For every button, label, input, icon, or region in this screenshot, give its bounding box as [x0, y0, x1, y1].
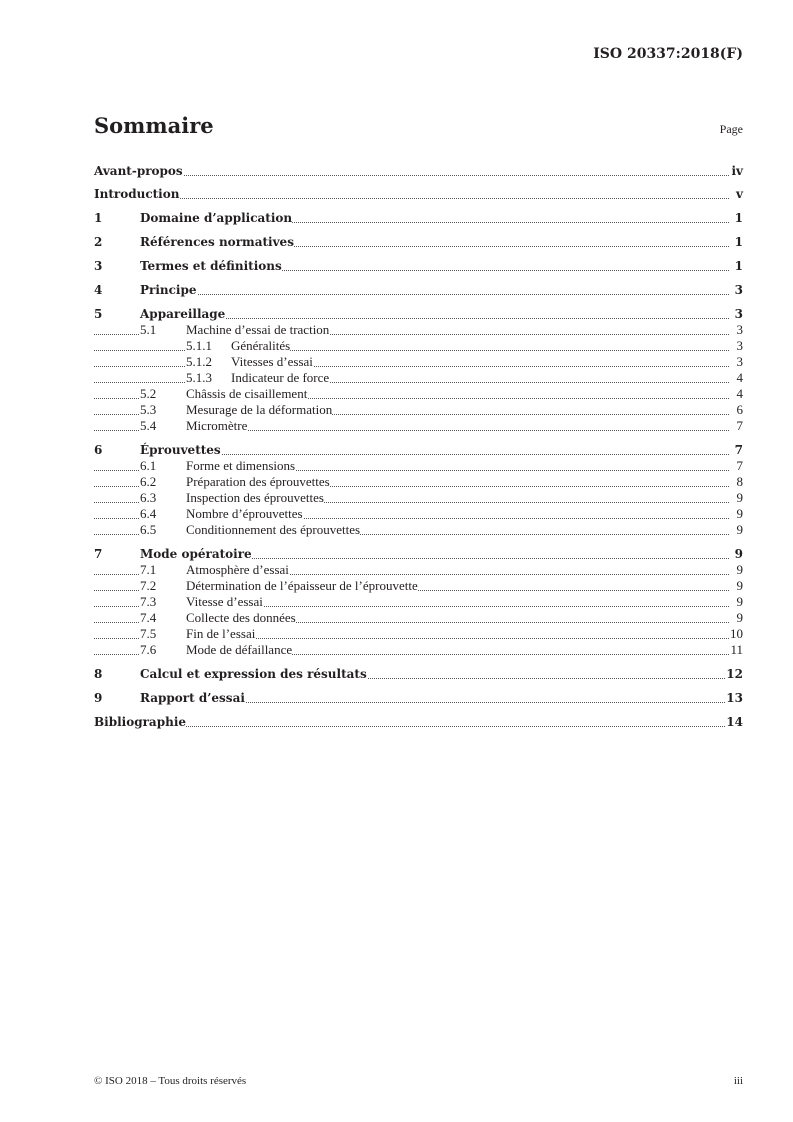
toc-entry-page: 3: [736, 338, 743, 353]
toc-entry-page: 13: [726, 691, 743, 705]
toc-entry-number: 7.6: [140, 642, 186, 658]
toc-entry-title: Références normatives: [140, 235, 294, 249]
toc-entry-title: Mode de défaillance: [186, 642, 293, 657]
toc-entry[interactable]: [94, 202, 743, 226]
toc-entry-page: 3: [736, 354, 743, 369]
toc-entry-page: 12: [726, 667, 743, 681]
toc-entry-page: 1: [734, 235, 743, 249]
toc-entry-title: Préparation des éprouvettes: [186, 474, 330, 489]
toc-entry-title: Micromètre: [186, 418, 248, 433]
toc-entry[interactable]: [94, 354, 743, 370]
toc-entry[interactable]: [94, 179, 743, 202]
toc-entry[interactable]: [94, 274, 743, 298]
document-id: ISO 20337:2018(F): [593, 46, 743, 62]
toc-entry-page: 7: [736, 418, 743, 433]
toc-entry-title: Détermination de l’épaisseur de l’éprouvette: [186, 578, 418, 593]
toc-entry-page: 3: [734, 307, 743, 321]
toc-entry-page: 11: [730, 642, 743, 657]
toc-entry-title: Fin de l’essai: [186, 626, 256, 641]
toc-entry-page: 1: [734, 211, 743, 225]
toc-entry-page: 4: [736, 370, 743, 385]
toc-entry-number: 5.4: [140, 418, 186, 434]
toc-entry-title: Inspection des éprouvettes: [186, 490, 324, 505]
toc-entry-page: v: [736, 187, 743, 201]
toc-entry-number: 6.4: [140, 506, 186, 522]
page-number: iii: [733, 1075, 743, 1087]
toc-entry-title: Appareillage: [140, 307, 226, 321]
toc-entry-number: 5.1.1: [186, 338, 231, 354]
toc-entry-page: 9: [736, 522, 743, 537]
toc-entry-number: 5: [94, 306, 140, 322]
toc-entry-title: Termes et définitions: [140, 259, 282, 273]
toc-entry-title: Vitesses d’essai: [231, 354, 313, 369]
toc-entry-title: Atmosphère d’essai: [186, 562, 289, 577]
page-column-label: Page: [719, 122, 743, 136]
toc-entry-title: Rapport d’essai: [140, 691, 245, 705]
toc-entry[interactable]: [94, 250, 743, 274]
toc-entry-number: 4: [94, 282, 140, 298]
toc-entry-number: 6.5: [140, 522, 186, 538]
toc-entry-page: 4: [736, 386, 743, 401]
toc-entry-title: Calcul et expression des résultats: [140, 667, 367, 681]
copyright-notice: © ISO 2018 – Tous droits réservés: [94, 1075, 247, 1087]
toc-entry[interactable]: [94, 682, 743, 706]
toc-entry-number: 8: [94, 666, 140, 682]
toc-entry[interactable]: [94, 156, 743, 179]
toc-entry[interactable]: [94, 490, 743, 506]
toc-entry-number: 7.2: [140, 578, 186, 594]
toc-entry-number: 9: [94, 690, 140, 706]
toc-entry-number: 7.1: [140, 562, 186, 578]
toc-entry-page: 9: [736, 506, 743, 521]
toc-entry[interactable]: [94, 474, 743, 490]
toc-entry-title: Conditionnement des éprouvettes: [186, 522, 361, 537]
toc-entry-page: iv: [731, 164, 743, 178]
toc-entry[interactable]: [94, 642, 743, 658]
toc-entry-title: Bibliographie: [94, 715, 187, 729]
toc-entry-title: Éprouvettes: [140, 443, 221, 457]
toc-entry-title: Indicateur de force: [231, 370, 330, 385]
toc-entry[interactable]: [94, 610, 743, 626]
toc-entry-page: 9: [736, 578, 743, 593]
toc-entry-page: 9: [734, 547, 743, 561]
toc-entry-page: 6: [736, 402, 743, 417]
toc-entry-page: 8: [736, 474, 743, 489]
toc-entry[interactable]: [94, 434, 743, 458]
toc-entry-page: 7: [734, 443, 743, 457]
toc-entry-number: 5.1.2: [186, 354, 231, 370]
toc-entry-page: 9: [736, 490, 743, 505]
toc-entry-page: 1: [734, 259, 743, 273]
toc-entry[interactable]: [94, 226, 743, 250]
toc-entry-title: Introduction: [94, 187, 180, 201]
table-of-contents: [94, 156, 743, 730]
toc-entry-number: 5.1: [140, 322, 186, 338]
toc-entry-number: 5.1.3: [186, 370, 231, 386]
toc-entry[interactable]: [94, 578, 743, 594]
toc-entry-number: 7.4: [140, 610, 186, 626]
toc-entry-page: 7: [736, 458, 743, 473]
toc-entry-number: 7.3: [140, 594, 186, 610]
toc-entry-title: Collecte des données: [186, 610, 296, 625]
toc-entry-number: 7: [94, 546, 140, 562]
toc-entry-number: 6: [94, 442, 140, 458]
toc-entry-page: 3: [734, 283, 743, 297]
toc-entry-title: Vitesse d’essai: [186, 594, 263, 609]
toc-entry[interactable]: [94, 402, 743, 418]
toc-entry-title: Châssis de cisaillement: [186, 386, 308, 401]
toc-entry-page: 10: [730, 626, 743, 641]
toc-entry-title: Nombre d’éprouvettes: [186, 506, 303, 521]
toc-entry-page: 3: [736, 322, 743, 337]
toc-entry-number: 6.3: [140, 490, 186, 506]
toc-entry[interactable]: [94, 706, 743, 730]
toc-entry-page: 9: [736, 610, 743, 625]
toc-entry[interactable]: [94, 386, 743, 402]
toc-entry-title: Domaine d’application: [140, 211, 293, 225]
toc-entry-number: 2: [94, 234, 140, 250]
toc-entry[interactable]: [94, 338, 743, 354]
toc-entry-title: Forme et dimensions: [186, 458, 296, 473]
toc-entry-title: Principe: [140, 283, 197, 297]
toc-entry-number: 5.2: [140, 386, 186, 402]
toc-entry-number: 3: [94, 258, 140, 274]
toc-entry-number: 1: [94, 210, 140, 226]
toc-entry-number: 5.3: [140, 402, 186, 418]
toc-entry[interactable]: [94, 506, 743, 522]
toc-entry-number: 6.1: [140, 458, 186, 474]
toc-entry[interactable]: [94, 522, 743, 538]
toc-entry[interactable]: [94, 658, 743, 682]
toc-entry[interactable]: [94, 594, 743, 610]
toc-entry-number: 6.2: [140, 474, 186, 490]
page-title: Sommaire: [94, 113, 214, 138]
toc-entry[interactable]: [94, 370, 743, 386]
toc-entry-title: Avant-propos: [94, 164, 183, 178]
toc-entry[interactable]: [94, 322, 743, 338]
toc-entry-title: Machine d’essai de traction: [186, 322, 330, 337]
toc-entry-page: 14: [726, 715, 743, 729]
toc-entry[interactable]: [94, 538, 743, 562]
toc-entry-page: 9: [736, 562, 743, 577]
toc-entry[interactable]: [94, 626, 743, 642]
toc-entry[interactable]: [94, 298, 743, 322]
toc-entry[interactable]: [94, 418, 743, 434]
toc-entry-title: Mesurage de la déformation: [186, 402, 333, 417]
toc-entry[interactable]: [94, 562, 743, 578]
toc-entry-number: 7.5: [140, 626, 186, 642]
toc-entry[interactable]: [94, 458, 743, 474]
page-footer: [94, 1075, 743, 1087]
toc-heading-row: [94, 113, 743, 138]
toc-entry-title: Mode opératoire: [140, 547, 252, 561]
toc-entry-page: 9: [736, 594, 743, 609]
toc-entry-title: Généralités: [231, 338, 291, 353]
